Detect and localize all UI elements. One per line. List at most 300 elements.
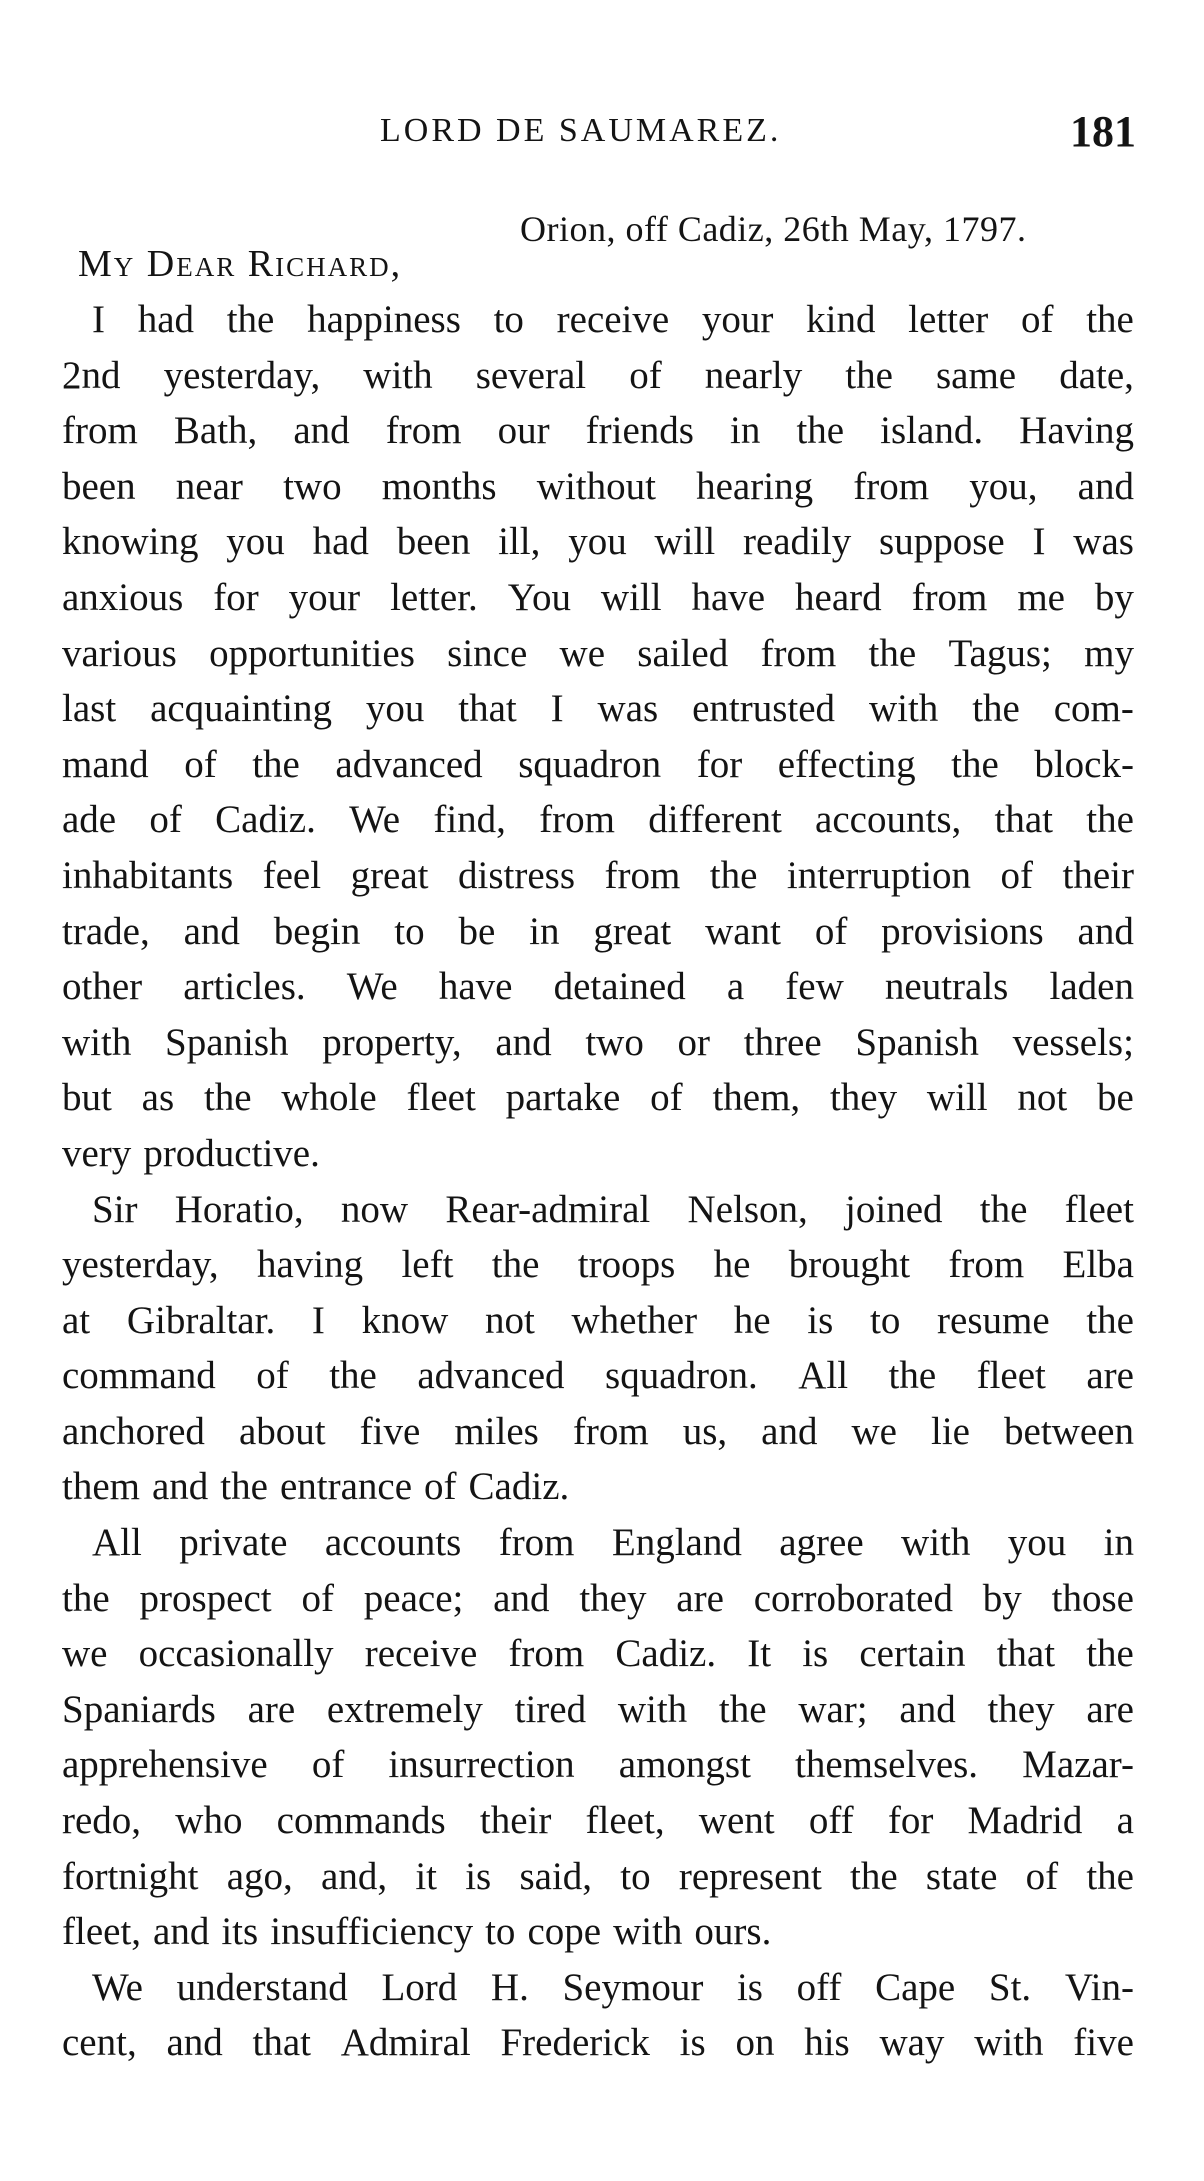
word: few xyxy=(785,965,844,1009)
word: accounts xyxy=(324,1521,462,1565)
word: to xyxy=(869,1298,901,1342)
word: who xyxy=(175,1799,243,1843)
word: had xyxy=(312,520,369,564)
word: and xyxy=(899,1687,956,1731)
word: and, xyxy=(321,1854,388,1898)
word: you, xyxy=(969,464,1038,508)
word: represent xyxy=(678,1854,822,1898)
word: now xyxy=(340,1187,409,1231)
word: squadron. xyxy=(605,1354,758,1398)
word: redo, xyxy=(62,1799,142,1843)
word: went xyxy=(698,1799,775,1843)
word: interruption xyxy=(786,853,972,897)
word: We xyxy=(349,798,401,842)
word: miles xyxy=(454,1409,539,1453)
letter-salutation xyxy=(78,242,402,286)
word: of xyxy=(184,742,217,786)
word: having xyxy=(256,1243,364,1287)
word: entrusted xyxy=(692,687,836,731)
word: we xyxy=(62,1632,108,1676)
word: are xyxy=(676,1576,724,1620)
word: the xyxy=(203,1076,252,1120)
word: by xyxy=(982,1576,1022,1620)
word: the xyxy=(1086,1298,1134,1342)
word: and xyxy=(761,1409,818,1453)
text-line xyxy=(62,403,1134,459)
word: receive xyxy=(556,298,670,341)
word: that xyxy=(252,2021,312,2065)
word: Spaniards xyxy=(62,1687,216,1731)
word: those xyxy=(1051,1576,1134,1620)
word: his xyxy=(804,2021,850,2065)
word: All xyxy=(798,1354,849,1398)
word: You xyxy=(507,575,571,619)
word: without xyxy=(536,464,656,508)
word: they xyxy=(829,1076,898,1120)
word: that xyxy=(458,687,517,731)
word: to xyxy=(620,1854,651,1898)
word: you xyxy=(568,520,627,564)
word: last xyxy=(62,687,117,731)
word: resume xyxy=(937,1298,1050,1342)
word: to xyxy=(493,298,524,341)
word: the xyxy=(709,853,758,897)
word: ago, xyxy=(226,1854,293,1898)
word: whole xyxy=(281,1076,377,1120)
word: war; xyxy=(798,1687,868,1731)
word: is xyxy=(679,2021,706,2065)
running-head: LORD DE SAUMAREZ. xyxy=(380,112,782,149)
word: my xyxy=(1084,631,1134,675)
word: their xyxy=(479,1799,552,1843)
word: of xyxy=(256,1354,289,1398)
word: between xyxy=(1004,1409,1134,1453)
word: ade xyxy=(62,798,117,842)
word: from xyxy=(385,409,462,453)
word: themselves. xyxy=(795,1743,979,1787)
word: Cape xyxy=(875,1965,956,2009)
word: island. xyxy=(880,409,984,453)
word: they xyxy=(579,1576,647,1620)
word: various xyxy=(62,631,177,675)
word: other xyxy=(62,965,143,1009)
word: from xyxy=(539,798,615,842)
word: five xyxy=(359,1409,421,1453)
word: Gibraltar. xyxy=(126,1298,276,1342)
word: Tagus; xyxy=(948,631,1052,675)
word: readily xyxy=(742,520,852,564)
word: entrance xyxy=(279,1465,413,1509)
text-line xyxy=(62,681,1134,737)
word: by xyxy=(1094,575,1134,619)
word: Cadiz. xyxy=(615,1632,717,1676)
word: apprehensive xyxy=(62,1743,268,1787)
word: different xyxy=(648,798,782,842)
word: Sir xyxy=(92,1187,138,1231)
word: I xyxy=(550,687,564,731)
text-line xyxy=(62,1237,1134,1293)
word: you xyxy=(1007,1521,1067,1565)
word: distress xyxy=(458,853,575,897)
word: happiness xyxy=(307,298,461,341)
word: fortnight xyxy=(62,1854,199,1898)
word: are xyxy=(1086,1687,1134,1731)
word: Having xyxy=(1019,409,1134,453)
word: the xyxy=(62,1576,110,1620)
word: fleet xyxy=(976,1354,1046,1398)
word: anchored xyxy=(62,1409,205,1453)
word: receive xyxy=(364,1632,478,1676)
word: since xyxy=(447,631,528,675)
letter-dateline: Orion, off Cadiz, 26th May, 1797. xyxy=(520,209,1027,249)
word: We xyxy=(346,965,398,1009)
word: of xyxy=(650,1076,683,1120)
word: of xyxy=(301,1576,334,1620)
text-line xyxy=(62,348,1134,404)
word: partake xyxy=(505,1076,621,1120)
word: on xyxy=(735,2021,775,2065)
word: command xyxy=(62,1354,216,1398)
text-line xyxy=(62,1904,1134,1960)
word: occasionally xyxy=(138,1632,334,1676)
word: Elba xyxy=(1062,1243,1134,1287)
word: our xyxy=(497,409,550,453)
word: off xyxy=(796,1965,842,2009)
word: provisions xyxy=(881,909,1044,953)
word: in xyxy=(1103,1521,1134,1565)
word: letter. xyxy=(390,575,478,619)
word: understand xyxy=(176,1965,348,2009)
word: know xyxy=(361,1298,449,1342)
word: with xyxy=(613,1910,683,1954)
text-line xyxy=(62,1515,1134,1571)
word: in xyxy=(529,909,560,953)
word: your xyxy=(701,298,774,341)
word: about xyxy=(238,1409,326,1453)
word: extremely xyxy=(326,1687,483,1731)
word: from xyxy=(911,575,988,619)
word: be xyxy=(458,909,496,953)
word: was xyxy=(597,687,659,731)
word: the xyxy=(979,1187,1028,1231)
word: brought xyxy=(788,1243,911,1287)
word: cent, xyxy=(62,2021,137,2065)
text-line xyxy=(62,1182,1134,1238)
word: that xyxy=(996,1632,1056,1676)
word: knowing xyxy=(62,520,199,564)
letter-body xyxy=(62,292,1134,2071)
text-line xyxy=(62,570,1134,626)
word: great xyxy=(593,909,672,953)
text-line xyxy=(62,1015,1134,1071)
word: lie xyxy=(931,1409,970,1453)
word: the xyxy=(868,631,917,675)
word: or xyxy=(677,1020,711,1064)
word: to xyxy=(485,1910,516,1954)
word: the xyxy=(850,1854,898,1898)
word: of xyxy=(149,798,182,842)
word: it xyxy=(415,1854,437,1898)
word: state xyxy=(925,1854,998,1898)
word: the xyxy=(252,742,300,786)
word: he xyxy=(713,1243,751,1287)
word: the xyxy=(1086,298,1134,341)
word: and xyxy=(151,1465,209,1509)
word: be xyxy=(1097,1076,1134,1120)
word: accounts, xyxy=(815,798,962,842)
text-line xyxy=(62,1626,1134,1682)
word: insurrection xyxy=(388,1743,575,1787)
word: property, xyxy=(322,1020,462,1064)
word: trade, xyxy=(62,909,150,953)
word: from xyxy=(572,1409,649,1453)
word: we xyxy=(559,631,606,675)
word: from xyxy=(853,464,930,508)
word: of xyxy=(424,1465,457,1509)
word: and xyxy=(166,2021,223,2065)
word: of xyxy=(1025,1854,1059,1898)
word: advanced xyxy=(335,742,483,786)
word: yesterday, xyxy=(163,353,321,397)
word: have xyxy=(691,575,766,619)
word: suppose xyxy=(879,520,1005,564)
word: them, xyxy=(712,1076,801,1120)
word: date, xyxy=(1059,353,1134,397)
word: very xyxy=(62,1131,132,1175)
word: We xyxy=(92,1965,143,2009)
word: and xyxy=(1077,464,1134,508)
word: articles. xyxy=(183,965,306,1009)
word: yesterday, xyxy=(62,1243,219,1287)
word: a xyxy=(726,965,745,1009)
word: will xyxy=(654,520,716,564)
word: the xyxy=(796,409,845,453)
word: feel xyxy=(262,853,322,897)
text-line xyxy=(62,1793,1134,1849)
word: insufficiency xyxy=(270,1910,474,1954)
word: a xyxy=(1116,1799,1134,1843)
word: England xyxy=(611,1521,742,1565)
word: the xyxy=(1086,1632,1134,1676)
word: I xyxy=(311,1298,325,1342)
word: I xyxy=(1032,520,1046,564)
word: from xyxy=(760,631,837,675)
text-line xyxy=(62,459,1134,515)
word: St. xyxy=(988,1965,1032,2009)
word: certain xyxy=(859,1632,966,1676)
text-line xyxy=(62,904,1134,960)
word: from xyxy=(604,853,681,897)
word: the xyxy=(718,1687,767,1731)
word: five xyxy=(1073,2021,1134,2065)
word: Nelson, xyxy=(687,1187,808,1231)
word: in xyxy=(730,409,761,453)
word: and xyxy=(493,1576,550,1620)
text-line xyxy=(62,1737,1134,1793)
word: are xyxy=(247,1687,296,1731)
word: are xyxy=(1086,1354,1134,1398)
word: said, xyxy=(519,1854,593,1898)
word: its xyxy=(221,1910,259,1954)
word: with xyxy=(901,1521,971,1565)
word: anxious xyxy=(62,575,184,619)
word: great xyxy=(350,853,429,897)
word: Vin- xyxy=(1064,1965,1134,2009)
word: months xyxy=(381,464,497,508)
text-line xyxy=(62,1849,1134,1905)
word: is xyxy=(807,1298,834,1342)
word: find, xyxy=(433,798,506,842)
word: will xyxy=(926,1076,988,1120)
word: laden xyxy=(1049,965,1134,1009)
word: joined xyxy=(845,1187,943,1231)
word: vessels; xyxy=(1012,1020,1134,1064)
word: corroborated xyxy=(753,1576,953,1620)
word: Bath, xyxy=(173,409,258,453)
text-line xyxy=(62,1960,1134,2016)
word: he xyxy=(733,1298,771,1342)
text-line xyxy=(62,514,1134,570)
word: prospect xyxy=(139,1576,272,1620)
word: the xyxy=(1086,798,1134,842)
word: hearing xyxy=(696,464,814,508)
word: Frederick xyxy=(500,2021,650,2065)
page-number: 181 xyxy=(1070,107,1136,156)
word: Mazar- xyxy=(1022,1743,1134,1787)
word: amongst xyxy=(618,1743,751,1787)
word: the xyxy=(888,1354,937,1398)
word: commands xyxy=(276,1799,446,1843)
word: inhabitants xyxy=(62,853,234,897)
word: us, xyxy=(682,1409,728,1453)
word: of xyxy=(311,1743,345,1787)
word: several xyxy=(475,353,587,397)
word: sailed xyxy=(637,631,729,675)
word: is xyxy=(465,1854,492,1898)
word: peace; xyxy=(363,1576,464,1620)
text-line xyxy=(62,959,1134,1015)
word: Madrid xyxy=(967,1799,1083,1843)
text-line xyxy=(62,792,1134,848)
word: Spanish xyxy=(855,1020,979,1064)
word: Cadiz. xyxy=(215,798,316,842)
word: of xyxy=(629,353,662,397)
word: whether xyxy=(571,1298,698,1342)
word: acquainting xyxy=(150,687,332,731)
word: they xyxy=(987,1687,1055,1731)
word: two xyxy=(585,1020,644,1064)
word: them xyxy=(62,1465,140,1509)
word: their xyxy=(1062,853,1134,897)
word: detained xyxy=(553,965,686,1009)
word: from xyxy=(508,1632,585,1676)
word: block- xyxy=(1034,742,1134,786)
word: left xyxy=(401,1243,454,1287)
word: private xyxy=(179,1521,288,1565)
word: cope xyxy=(527,1910,602,1954)
word: is xyxy=(802,1632,829,1676)
word: letter xyxy=(908,298,989,341)
text-line xyxy=(62,1682,1134,1738)
text-line xyxy=(62,1070,1134,1126)
word: and xyxy=(153,1910,210,1954)
word: heard xyxy=(795,575,882,619)
word: and xyxy=(183,909,240,953)
text-line xyxy=(62,2015,1134,2071)
word: want xyxy=(705,909,781,953)
word: same xyxy=(935,353,1017,397)
word: with xyxy=(363,353,433,397)
word: I xyxy=(92,298,105,341)
word: Seymour xyxy=(562,1965,704,2009)
word: near xyxy=(175,464,243,508)
word: the xyxy=(491,1243,540,1287)
word: the xyxy=(845,353,893,397)
word: from xyxy=(948,1243,1025,1287)
text-line xyxy=(62,292,1134,348)
word: fleet xyxy=(406,1076,476,1120)
word: It xyxy=(747,1632,772,1676)
word: and xyxy=(1077,909,1134,953)
word: but xyxy=(62,1076,112,1120)
word: not xyxy=(484,1298,535,1342)
word: the xyxy=(220,1465,268,1509)
word: advanced xyxy=(417,1354,565,1398)
text-line xyxy=(62,848,1134,904)
word: squadron xyxy=(518,742,662,786)
word: neutrals xyxy=(884,965,1009,1009)
word: productive. xyxy=(143,1131,320,1175)
word: Spanish xyxy=(165,1020,289,1064)
text-line xyxy=(62,626,1134,682)
word: not xyxy=(1017,1076,1068,1120)
word: nearly xyxy=(704,353,803,397)
text-line xyxy=(62,1293,1134,1349)
text-line xyxy=(62,1126,1134,1182)
word: fleet xyxy=(1064,1187,1134,1231)
word: com- xyxy=(1053,687,1134,731)
word: off xyxy=(808,1799,854,1843)
word: been xyxy=(62,464,136,508)
text-line xyxy=(62,1348,1134,1404)
word: the xyxy=(1086,1854,1134,1898)
word: of xyxy=(814,909,848,953)
word: mand xyxy=(62,742,149,786)
word: from xyxy=(498,1521,575,1565)
word: Horatio, xyxy=(174,1187,304,1231)
word: of xyxy=(1021,298,1054,341)
word: troops xyxy=(577,1243,676,1287)
word: begin xyxy=(273,909,361,953)
word: Cadiz. xyxy=(468,1465,570,1509)
word: fleet, xyxy=(62,1910,142,1954)
word: way xyxy=(879,2021,945,2065)
word: the xyxy=(972,687,1020,731)
text-line xyxy=(62,1459,1134,1515)
word: the xyxy=(951,742,999,786)
text-line xyxy=(62,1571,1134,1627)
word: opportunities xyxy=(209,631,415,675)
word: have xyxy=(438,965,513,1009)
word: of xyxy=(1000,853,1034,897)
word: will xyxy=(600,575,662,619)
text-line xyxy=(62,1404,1134,1460)
word: with xyxy=(617,1687,688,1731)
word: ill, xyxy=(498,520,541,564)
word: to xyxy=(394,909,425,953)
word: Lord xyxy=(381,1965,458,2009)
text-line xyxy=(62,737,1134,793)
